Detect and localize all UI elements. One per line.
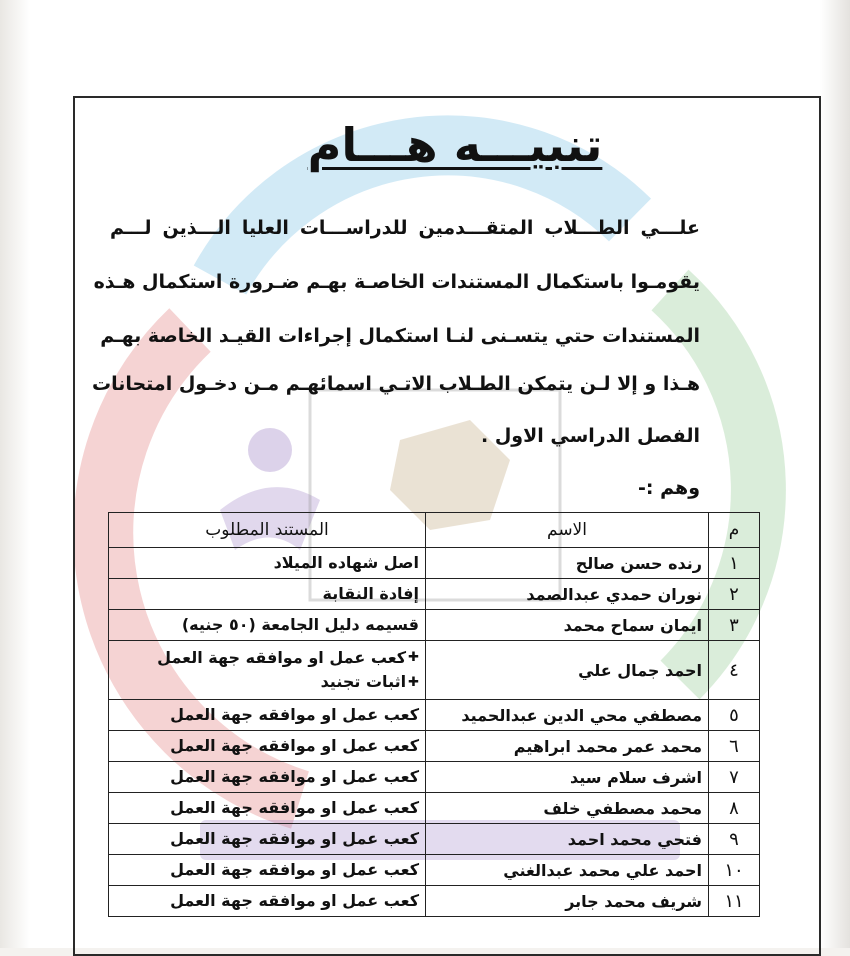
document-text: إفادة النقابة xyxy=(322,584,419,603)
document-line xyxy=(115,670,419,695)
table-body xyxy=(109,548,760,917)
row-number: ٤ xyxy=(709,641,760,700)
document-line xyxy=(115,613,419,637)
required-document xyxy=(109,762,426,793)
document-text: اصل شهاده الميلاد xyxy=(273,553,419,572)
row-number: ٣ xyxy=(709,610,760,641)
row-number: ٩ xyxy=(709,824,760,855)
row-number: ٥ xyxy=(709,700,760,731)
required-document xyxy=(109,579,426,610)
student-name: محمد عمر محمد ابراهيم xyxy=(426,731,709,762)
student-name: رنده حسن صالح xyxy=(426,548,709,579)
document-line xyxy=(115,858,419,882)
required-document xyxy=(109,731,426,762)
document-line xyxy=(115,796,419,820)
notice-line-1: علـــي الطـــلاب المتقـــدمين للدراســـات العليا الـــذين لـــم xyxy=(110,217,700,239)
required-documents-table xyxy=(108,512,760,917)
document-line xyxy=(115,646,419,671)
student-name: فتحي محمد احمد xyxy=(426,824,709,855)
bullet-icon: ✚ xyxy=(408,674,419,690)
notice-line-3: المستندات حتي يتسـنى لنـا استكمال إجراءات القيـد الخاصة بهـم xyxy=(100,325,700,347)
document-line xyxy=(115,582,419,606)
required-document xyxy=(109,700,426,731)
document-text: كعب عمل او موافقه جهة العمل xyxy=(170,705,419,724)
document-line xyxy=(115,827,419,851)
document-line xyxy=(115,765,419,789)
student-name: ايمان سماح محمد xyxy=(426,610,709,641)
bullet-icon: ✚ xyxy=(408,650,419,665)
notice-title: تنبيـــه هـــام xyxy=(307,118,603,172)
document-text: كعب عمل او موافقه جهة العمل xyxy=(170,891,419,910)
table-row xyxy=(109,700,760,731)
required-document xyxy=(109,610,426,641)
table-row xyxy=(109,824,760,855)
table-row xyxy=(109,610,760,641)
notice-line-4: هـذا و إلا لـن يتمكن الطـلاب الاتـي اسمائهـم مـن دخـول امتحانات xyxy=(91,373,700,395)
student-name: شريف محمد جابر xyxy=(426,886,709,917)
student-name: احمد علي محمد عبدالغني xyxy=(426,855,709,886)
table-row xyxy=(109,886,760,917)
student-name: مصطفي محي الدين عبدالحميد xyxy=(426,700,709,731)
table-row xyxy=(109,793,760,824)
table-row xyxy=(109,762,760,793)
row-number: ١ xyxy=(709,548,760,579)
row-number: ٦ xyxy=(709,731,760,762)
document-line xyxy=(115,889,419,913)
table-header-row xyxy=(109,513,760,548)
row-number: ١٠ xyxy=(709,855,760,886)
student-name: احمد جمال علي xyxy=(426,641,709,700)
row-number: ٧ xyxy=(709,762,760,793)
notice-line-5: الفصل الدراسي الاول . xyxy=(480,425,700,447)
table-row xyxy=(109,579,760,610)
document-text: كعب عمل او موافقه جهة العمل xyxy=(170,736,419,755)
header-name: الاسم xyxy=(426,513,709,548)
table-row xyxy=(109,548,760,579)
document-text: كعب عمل او موافقه جهة العمل xyxy=(170,767,419,786)
document-line xyxy=(115,703,419,727)
document-text: كعب عمل او موافقه جهة العمل xyxy=(170,829,419,848)
required-document xyxy=(109,886,426,917)
table-row xyxy=(109,731,760,762)
student-name: نوران حمدي عبدالصمد xyxy=(426,579,709,610)
document-text: اثبات تجنيد xyxy=(320,672,407,691)
required-document xyxy=(109,793,426,824)
document-text: كعب عمل او موافقه جهة العمل xyxy=(170,860,419,879)
document-line xyxy=(115,734,419,758)
document-text: كعب عمل او موافقه جهة العمل xyxy=(170,798,419,817)
required-document xyxy=(109,548,426,579)
student-name: اشرف سلام سيد xyxy=(426,762,709,793)
document-text: كعب عمل او موافقه جهة العمل xyxy=(157,647,407,667)
document-text: قسيمه دليل الجامعة (٥٠ جنيه) xyxy=(181,615,419,634)
row-number: ٨ xyxy=(709,793,760,824)
required-document xyxy=(109,855,426,886)
table-row xyxy=(109,641,760,700)
row-number: ٢ xyxy=(709,579,760,610)
row-number: ١١ xyxy=(709,886,760,917)
list-intro: وهم :- xyxy=(638,477,700,499)
required-document xyxy=(109,824,426,855)
notice-line-2: يقومـوا باستكمال المستندات الخاصـة بهـم ضـرورة استكمال هـذه xyxy=(93,271,700,293)
table-row xyxy=(109,855,760,886)
student-name: محمد مصطفي خلف xyxy=(426,793,709,824)
header-document: المستند المطلوب xyxy=(109,513,426,548)
header-num: م xyxy=(709,513,760,548)
required-document xyxy=(109,641,426,700)
document-line xyxy=(115,551,419,575)
